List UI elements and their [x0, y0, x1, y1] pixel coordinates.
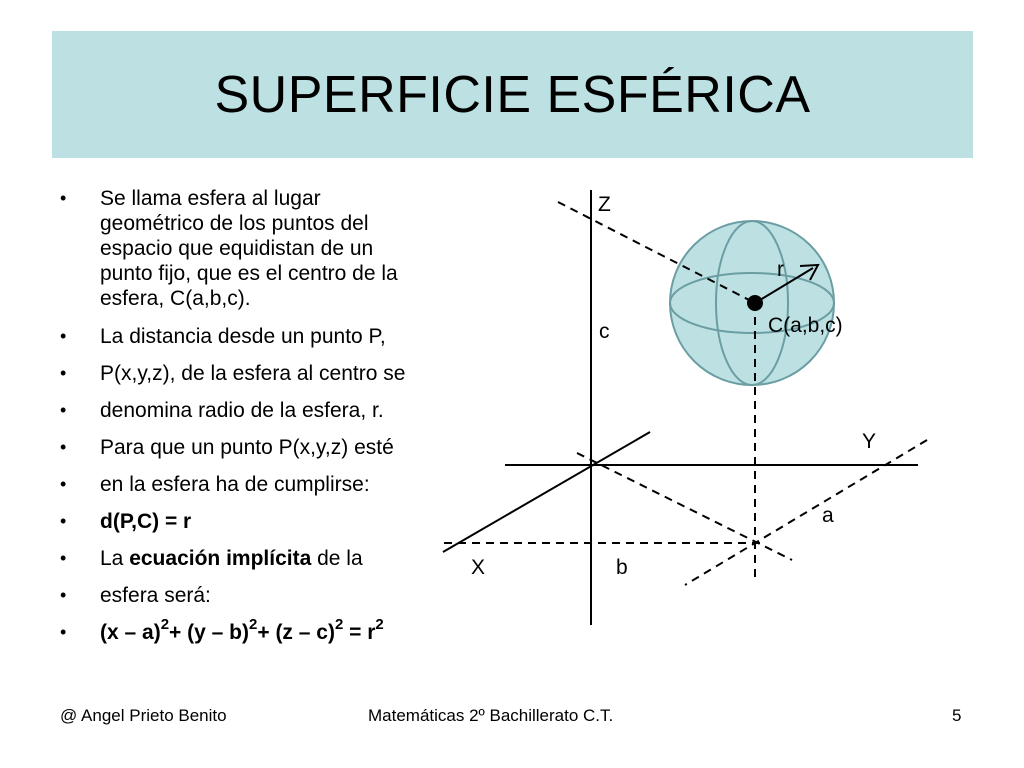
sphere-equation: $(x - a)^2+ (y - b)^2+ (z - c)^2 = r^2$	[100, 616, 384, 644]
bullet-text: La ecuación implícita de la	[100, 547, 363, 570]
footer-page-number: 5	[952, 706, 962, 725]
bullet-dot: •	[60, 511, 67, 531]
bullet-item	[58, 509, 498, 534]
bullet-text: P(x,y,z), de la esfera al centro se	[100, 362, 406, 385]
bullet-text: La distancia desde un punto P,	[100, 325, 386, 348]
bullet-item	[58, 398, 498, 423]
bullet-item	[58, 472, 498, 497]
title-band	[52, 31, 973, 158]
bullet-dot: •	[60, 363, 67, 383]
slide-title: SUPERFICIE ESFÉRICA	[214, 65, 811, 124]
bullet-text: esfera será:	[100, 584, 211, 607]
footer-course: Matemáticas 2º Bachillerato C.T.	[368, 706, 614, 725]
bullet-dot: •	[60, 548, 67, 568]
bullet-dot: •	[60, 474, 67, 494]
bullet-text: Se llama esfera al lugar geométrico de los puntos del espacio que equidistan de un punto fijo, que es el centro de la esfera, C(a,b,c).	[100, 187, 398, 310]
implicit-equation-term: ecuación implícita	[129, 547, 312, 570]
bullet-dot: •	[60, 188, 67, 208]
distance-formula: d(P,C) = r	[100, 510, 192, 533]
bullet-item	[58, 546, 498, 571]
footer-author: @ Angel Prieto Benito	[60, 706, 227, 725]
projection-line-parallel-x	[685, 440, 927, 585]
bullet-dot: •	[60, 622, 67, 642]
bullet-text: Para que un punto P(x,y,z) esté	[100, 436, 394, 459]
bullet-item	[58, 324, 498, 349]
sphere-diagram	[440, 175, 960, 635]
x-axis	[443, 432, 650, 552]
bullet-item	[58, 186, 498, 311]
bullet-item	[58, 616, 498, 645]
bullet-list	[58, 186, 498, 657]
c-label: c	[599, 320, 610, 343]
bullet-item	[58, 435, 498, 460]
radius-label: r	[777, 258, 784, 281]
bullet-dot: •	[60, 585, 67, 605]
bullet-text: denomina radio de la esfera, r.	[100, 399, 384, 422]
bullet-dot: •	[60, 326, 67, 346]
bullet-item	[58, 361, 498, 386]
center-label: C(a,b,c)	[768, 314, 843, 337]
bullet-dot: •	[60, 400, 67, 420]
bullet-item	[58, 583, 498, 608]
a-label: a	[822, 504, 834, 527]
bullet-text: en la esfera ha de cumplirse:	[100, 473, 370, 496]
b-label: b	[616, 556, 628, 579]
bullet-dot: •	[60, 437, 67, 457]
z-axis-label: Z	[598, 193, 611, 216]
x-axis-label: X	[471, 556, 486, 579]
y-axis-label: Y	[862, 430, 877, 453]
